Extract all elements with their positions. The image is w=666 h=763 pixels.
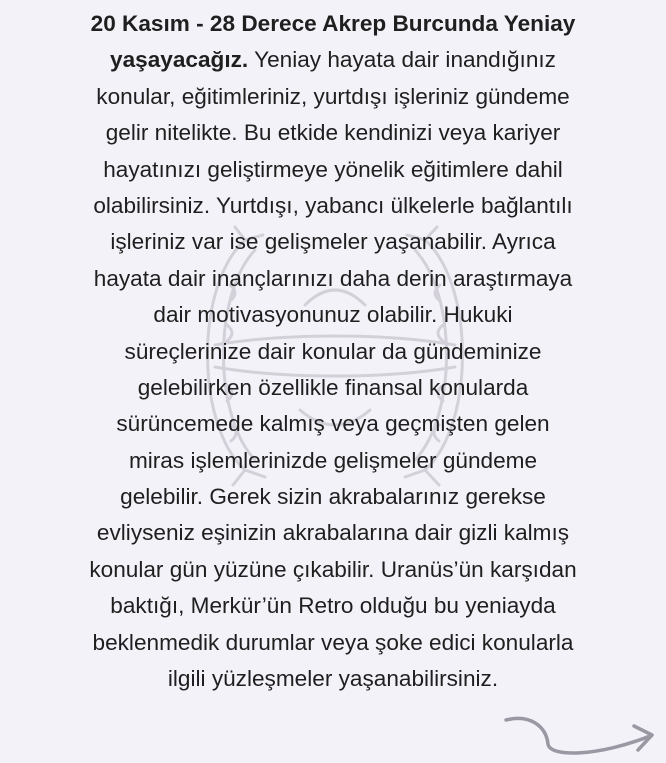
article-line: ilgili yüzleşmeler yaşanabilirsiniz. — [167, 666, 499, 692]
swipe-arrow-icon[interactable] — [500, 712, 662, 763]
article-line: gelebilir. Gerek sizin akrabalarınız gerekse — [120, 484, 546, 510]
article-title-line2 — [0, 42, 666, 78]
article-line: hayatınızı geliştirmeye yönelik eğitimlere dahil — [103, 156, 563, 182]
article-line: baktığı, Merkür’ün Retro olduğu bu yeniayda — [110, 593, 556, 619]
article-line: olabilirsiniz. Yurtdışı, yabancı ülkelerle bağlantılı — [93, 192, 573, 218]
article-line: miras işlemlerinizde gelişmeler gündeme — [128, 447, 538, 473]
article-line: sürüncemede kalmış veya geçmişten gelen — [116, 411, 550, 437]
article-line: konular gün yüzüne çıkabilir. Uranüs’ün karşıdan — [89, 556, 577, 582]
article-line: konular, eğitimleriniz, yurtdışı işleriniz gündeme — [96, 83, 570, 109]
article-line-2-rest: Yeniay hayata dair inandığınız — [248, 47, 556, 73]
article-line: evliyseniz eşinizin akrabalarına dair gizli kalmış — [96, 520, 570, 546]
article-line: dair motivasyonunuz olabilir. Hukuki — [153, 302, 513, 328]
article-line: süreçlerinize dair konular da gündeminize — [124, 338, 542, 364]
article-title-line1: 20 Kasım - 28 Derece Akrep Burcunda Yeniay — [90, 11, 576, 36]
article-line: işleriniz var ise gelişmeler yaşanabilir. Ayrıca — [110, 229, 556, 255]
article-line: hayata dair inançlarınızı daha derin araştırmaya — [93, 265, 573, 291]
article-title-end: yaşayacağız. — [110, 47, 249, 73]
article-line: beklenmedik durumlar veya şoke edici konularla — [92, 629, 574, 655]
article-line: gelir nitelikte. Bu etkide kendinizi veya kariyer — [105, 120, 561, 146]
article-line: gelebilirken özellikle finansal konularda — [137, 374, 529, 400]
article-body — [0, 6, 666, 697]
